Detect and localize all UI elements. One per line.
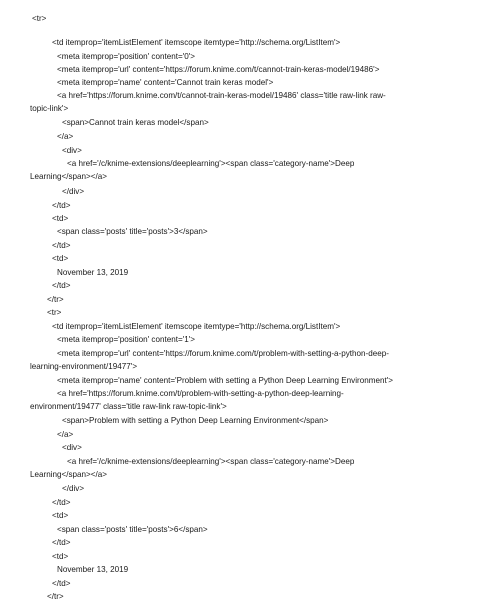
code-line: </div>	[62, 484, 85, 493]
code-line: <span class='posts' title='posts'>6</span>	[57, 525, 208, 534]
code-line: November 13, 2019	[57, 565, 129, 574]
code-line: <meta itemprop='name' content='Problem with setting a Python Deep Learning Environment'>	[57, 376, 393, 385]
code-line: <td itemprop='itemListElement' itemscope itemtype='http://schema.org/ListItem'>	[52, 38, 341, 47]
code-line: <td>	[52, 214, 69, 223]
code-line: </td>	[52, 241, 71, 250]
code-line: <td>	[52, 511, 69, 520]
code-line: <tr>	[47, 308, 62, 317]
code-line: Learning</span></a>	[30, 470, 107, 479]
code-line: November 13, 2019	[57, 268, 129, 277]
code-line: <span>Cannot train keras model</span>	[62, 118, 209, 127]
code-line: <span class='posts' title='posts'>3</span>	[57, 227, 208, 236]
code-line: <tr>	[32, 14, 47, 23]
code-line: <meta itemprop='url' content='https://forum.knime.com/t/problem-with-setting-a-python-deep-	[57, 349, 389, 358]
code-line: <a href='https://forum.knime.com/t/problem-with-setting-a-python-deep-learning-	[57, 389, 344, 398]
code-line: </td>	[52, 498, 71, 507]
code-line: </tr>	[47, 592, 64, 601]
code-line: </td>	[52, 201, 71, 210]
code-line: <div>	[62, 443, 82, 452]
code-line: <a href='https://forum.knime.com/t/cannot-train-keras-model/19486' class='title raw-link raw-	[57, 91, 386, 100]
code-line: learning-environment/19477'>	[30, 362, 138, 371]
code-line: <meta itemprop='url' content='https://forum.knime.com/t/cannot-train-keras-model/19486'>	[57, 65, 380, 74]
code-line: <td>	[52, 552, 69, 561]
code-line: </td>	[52, 281, 71, 290]
code-line: <meta itemprop='position' content='0'>	[57, 52, 196, 61]
code-line: <meta itemprop='name' content='Cannot train keras model'>	[57, 78, 274, 87]
code-line: </tr>	[47, 295, 64, 304]
code-line: <a href='/c/knime-extensions/deeplearning'><span class='category-name'>Deep	[67, 457, 355, 466]
code-line: <td itemprop='itemListElement' itemscope itemtype='http://schema.org/ListItem'>	[52, 322, 341, 331]
code-line: </a>	[57, 430, 74, 439]
code-line: environment/19477' class='title raw-link raw-topic-link'>	[30, 402, 227, 411]
code-line: <td>	[52, 254, 69, 263]
code-line: </a>	[57, 132, 74, 141]
code-line: </td>	[52, 579, 71, 588]
code-line: </td>	[52, 538, 71, 547]
code-line: <span>Problem with setting a Python Deep Learning Environment</span>	[62, 416, 329, 425]
code-line: Learning</span></a>	[30, 172, 107, 181]
code-line: topic-link'>	[30, 104, 69, 113]
code-line: </div>	[62, 187, 85, 196]
code-line: <meta itemprop='position' content='1'>	[57, 335, 196, 344]
code-line: <a href='/c/knime-extensions/deeplearning'><span class='category-name'>Deep	[67, 159, 355, 168]
code-line: <div>	[62, 146, 82, 155]
